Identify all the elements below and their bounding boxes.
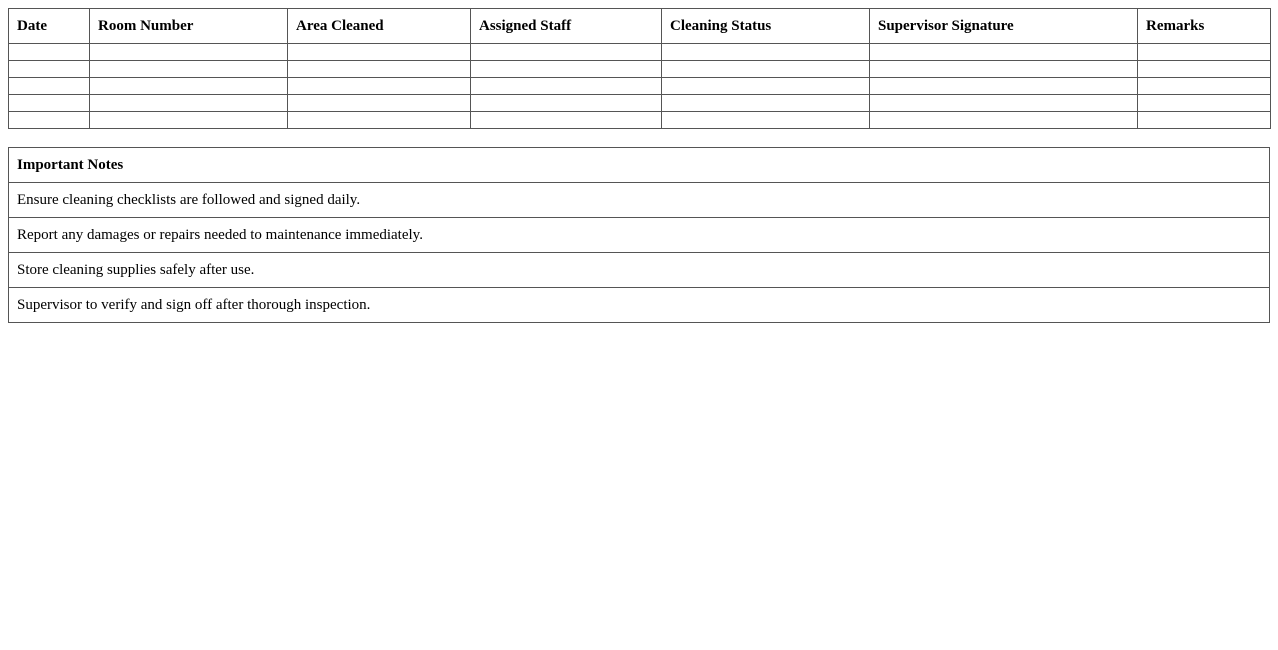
table-cell[interactable] [870,44,1138,61]
note-text: Ensure cleaning checklists are followed and signed daily. [9,183,1270,218]
list-item [9,218,1270,253]
table-cell[interactable] [288,112,471,129]
list-item [9,288,1270,323]
table-cell[interactable] [288,44,471,61]
table-cell[interactable] [870,61,1138,78]
column-header-room-number: Room Number [90,9,288,44]
table-cell[interactable] [90,61,288,78]
table-cell[interactable] [288,95,471,112]
table-row [9,78,1271,95]
table-cell[interactable] [1138,95,1271,112]
table-cell[interactable] [662,112,870,129]
column-header-supervisor-signature: Supervisor Signature [870,9,1138,44]
cleaning-log-document [8,8,1270,323]
table-cell[interactable] [870,95,1138,112]
table-cell[interactable] [9,78,90,95]
notes-heading: Important Notes [9,148,1270,183]
table-cell[interactable] [9,61,90,78]
table-cell[interactable] [9,44,90,61]
table-cell[interactable] [662,44,870,61]
important-notes-table [8,147,1270,323]
table-cell[interactable] [471,78,662,95]
cleaning-log-table [8,8,1271,129]
column-header-date: Date [9,9,90,44]
notes-header-row [9,148,1270,183]
table-cell[interactable] [90,95,288,112]
table-cell[interactable] [870,112,1138,129]
table-cell[interactable] [870,78,1138,95]
table-cell[interactable] [9,95,90,112]
note-text: Report any damages or repairs needed to maintenance immediately. [9,218,1270,253]
table-cell[interactable] [288,78,471,95]
table-cell[interactable] [662,95,870,112]
column-header-assigned-staff: Assigned Staff [471,9,662,44]
table-cell[interactable] [662,78,870,95]
table-row [9,44,1271,61]
table-header-row [9,9,1271,44]
table-cell[interactable] [662,61,870,78]
table-row [9,61,1271,78]
table-cell[interactable] [471,112,662,129]
table-cell[interactable] [9,112,90,129]
table-cell[interactable] [90,44,288,61]
list-item [9,183,1270,218]
table-cell[interactable] [1138,112,1271,129]
column-header-remarks: Remarks [1138,9,1271,44]
table-cell[interactable] [471,95,662,112]
table-row [9,95,1271,112]
note-text: Store cleaning supplies safely after use. [9,253,1270,288]
table-cell[interactable] [1138,44,1271,61]
table-cell[interactable] [471,61,662,78]
table-cell[interactable] [471,44,662,61]
table-cell[interactable] [90,78,288,95]
table-row [9,112,1271,129]
table-cell[interactable] [90,112,288,129]
column-header-cleaning-status: Cleaning Status [662,9,870,44]
table-cell[interactable] [1138,61,1271,78]
column-header-area-cleaned: Area Cleaned [288,9,471,44]
table-cell[interactable] [288,61,471,78]
list-item [9,253,1270,288]
note-text: Supervisor to verify and sign off after thorough inspection. [9,288,1270,323]
table-cell[interactable] [1138,78,1271,95]
